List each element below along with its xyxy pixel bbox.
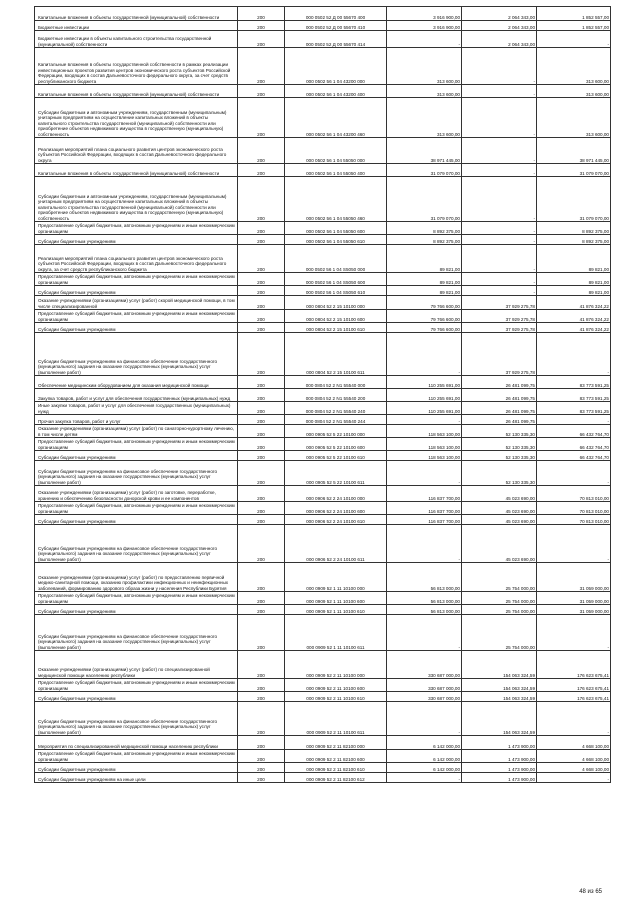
row-name-cell: Предоставление субсидий бюджетным, автономным учреждениям и иным некоммерческим организациям (35, 679, 238, 692)
row-executed-cell: 25 754 000,00 (462, 615, 537, 651)
row-name-cell: Прочая закупка товаров, работ и услуг (35, 415, 238, 425)
row-executed-cell: 154 063 324,59 (462, 679, 537, 692)
row-classification-code-cell: 000 0502 56 1 04 S5050 610 (285, 286, 387, 296)
row-classification-code-cell: 000 0502 52 Д 00 55670 414 (285, 31, 387, 48)
row-classification-code-cell: 000 0804 52 2 N1 55540 240 (285, 402, 387, 415)
row-approved-cell: 56 813 000,00 (387, 592, 462, 605)
row-approved-cell: 89 821,00 (387, 286, 462, 296)
row-approved-cell: 313 600,00 (387, 85, 462, 98)
row-unexecuted-cell: 70 813 010,00 (537, 486, 611, 502)
row-classification-code-cell: 000 0502 56 1 04 43200 000 (285, 48, 387, 85)
row-unexecuted-cell: 83 773 591,25 (537, 376, 611, 389)
table-row (35, 438, 611, 451)
row-executed-cell: - (462, 222, 537, 235)
row-approved-cell: - (387, 31, 462, 48)
row-admin-code-cell: 200 (238, 451, 285, 461)
row-unexecuted-cell: - (537, 702, 611, 736)
row-classification-code-cell: 000 0909 52 1 11 10100 610 (285, 605, 387, 615)
row-unexecuted-cell: 83 773 591,25 (537, 389, 611, 402)
row-admin-code-cell: 200 (238, 389, 285, 402)
table-row (35, 502, 611, 515)
budget-execution-table (34, 6, 611, 783)
row-classification-code-cell: 000 0905 52 5 22 10100 611 (285, 461, 387, 486)
row-admin-code-cell: 200 (238, 651, 285, 679)
row-unexecuted-cell: 70 813 010,00 (537, 515, 611, 525)
table-row (35, 515, 611, 525)
row-approved-cell: 56 813 000,00 (387, 605, 462, 615)
row-name-cell: Субсидии бюджетным учреждениям на финансовое обеспечение государственного (муниципального) задания на оказание государственных (муниципальных) услуг (выполнение работ) (35, 702, 238, 736)
row-admin-code-cell: 200 (238, 333, 285, 376)
row-classification-code-cell: 000 0804 52 2 N1 55540 200 (285, 389, 387, 402)
row-classification-code-cell: 000 0804 52 2 15 10100 000 (285, 296, 387, 310)
table-row (35, 525, 611, 563)
row-unexecuted-cell: 41 876 324,22 (537, 310, 611, 323)
row-name-cell: Бюджетные инвестиции (35, 21, 238, 31)
row-admin-code-cell: 200 (238, 7, 285, 21)
row-unexecuted-cell: 313 600,00 (537, 48, 611, 85)
table-row (35, 402, 611, 415)
row-classification-code-cell: 000 0804 52 2 N1 55540 000 (285, 376, 387, 389)
row-name-cell: Оказание учреждениями (организациями) услуг (работ) по предоставлению первичной медико-санитарной помощи, оказанию профилактики инфекционных и неинфекционных заболеваний, формированию здорового образа жизни у населения Республики Бурятия (35, 563, 238, 592)
row-name-cell: Предоставление субсидий бюджетным, автономным учреждениям и иным некоммерческим организациям (35, 502, 238, 515)
row-name-cell: Капитальные вложения в объекты государственной (муниципальной) собственности (35, 7, 238, 21)
row-executed-cell: 1 473 900,00 (462, 773, 537, 783)
table-row (35, 376, 611, 389)
row-classification-code-cell: 000 0909 52 2 11 82100 600 (285, 750, 387, 763)
row-executed-cell: 26 481 099,75 (462, 389, 537, 402)
row-executed-cell: 26 481 099,75 (462, 415, 537, 425)
row-unexecuted-cell: 41 876 324,22 (537, 296, 611, 310)
row-unexecuted-cell: 176 623 675,41 (537, 651, 611, 679)
row-approved-cell: 31 079 070,00 (387, 164, 462, 177)
row-classification-code-cell: 000 0502 56 1 04 55050 610 (285, 235, 387, 245)
table-row (35, 736, 611, 750)
row-unexecuted-cell: 4 668 100,00 (537, 736, 611, 750)
row-admin-code-cell: 200 (238, 273, 285, 286)
row-executed-cell: 52 130 335,30 (462, 438, 537, 451)
row-name-cell: Реализация мероприятий плана социального развития центров экономического роста субъектов Российской Федерации, входящих в состав Дальневосточного федерального округа, за счет средств республиканского бюджета (35, 245, 238, 273)
row-name-cell: Предоставление субсидий бюджетным, автономным учреждениям и иным некоммерческим организациям (35, 592, 238, 605)
row-unexecuted-cell: 89 821,00 (537, 245, 611, 273)
row-admin-code-cell: 200 (238, 286, 285, 296)
row-unexecuted-cell: 38 971 445,00 (537, 138, 611, 164)
row-admin-code-cell: 200 (238, 85, 285, 98)
row-approved-cell: 31 079 070,00 (387, 177, 462, 222)
row-name-cell: Предоставление субсидий бюджетным, автономным учреждениям и иным некоммерческим организациям (35, 438, 238, 451)
row-executed-cell: - (462, 98, 537, 138)
row-unexecuted-cell: 176 623 675,41 (537, 692, 611, 702)
row-classification-code-cell: 000 0502 56 1 04 43200 400 (285, 85, 387, 98)
row-unexecuted-cell: 8 892 375,00 (537, 235, 611, 245)
row-admin-code-cell: 200 (238, 21, 285, 31)
row-approved-cell: 116 837 700,00 (387, 515, 462, 525)
row-approved-cell: - (387, 461, 462, 486)
row-classification-code-cell: 000 0804 52 2 15 10100 600 (285, 310, 387, 323)
row-executed-cell: 154 063 324,59 (462, 651, 537, 679)
row-approved-cell: - (387, 525, 462, 563)
row-classification-code-cell: 000 0909 52 2 11 82100 612 (285, 773, 387, 783)
row-admin-code-cell: 200 (238, 98, 285, 138)
row-admin-code-cell: 200 (238, 763, 285, 773)
table-row (35, 389, 611, 402)
row-name-cell: Предоставление субсидий бюджетным, автономным учреждениям и иным некоммерческим организациям (35, 310, 238, 323)
row-approved-cell: - (387, 333, 462, 376)
row-approved-cell: 110 255 691,00 (387, 389, 462, 402)
row-classification-code-cell: 000 0502 56 1 04 55050 000 (285, 138, 387, 164)
row-admin-code-cell: 200 (238, 486, 285, 502)
row-admin-code-cell: 200 (238, 138, 285, 164)
row-name-cell: Субсидии бюджетным учреждениям на финансовое обеспечение государственного (муниципального) задания на оказание государственных (муниципальных) услуг (выполнение работ) (35, 333, 238, 376)
row-executed-cell: 45 023 690,00 (462, 525, 537, 563)
row-unexecuted-cell: 1 852 557,00 (537, 21, 611, 31)
row-name-cell: Капитальные вложения в объекты государственной (муниципальной) собственности (35, 85, 238, 98)
row-unexecuted-cell: 31 059 000,00 (537, 563, 611, 592)
row-admin-code-cell: 200 (238, 164, 285, 177)
table-row (35, 750, 611, 763)
table-row (35, 222, 611, 235)
row-admin-code-cell: 200 (238, 245, 285, 273)
row-unexecuted-cell: 70 813 010,00 (537, 502, 611, 515)
row-unexecuted-cell: 31 059 000,00 (537, 592, 611, 605)
row-executed-cell: 25 754 000,00 (462, 563, 537, 592)
row-executed-cell: 25 754 000,00 (462, 592, 537, 605)
table-row (35, 48, 611, 85)
row-classification-code-cell: 000 0804 52 2 15 10100 611 (285, 333, 387, 376)
row-approved-cell: 118 563 100,00 (387, 425, 462, 438)
row-executed-cell: 1 473 900,00 (462, 750, 537, 763)
row-classification-code-cell: 000 0502 56 1 04 55050 400 (285, 164, 387, 177)
row-unexecuted-cell: 31 059 000,00 (537, 605, 611, 615)
row-classification-code-cell: 000 0909 52 1 11 10100 000 (285, 563, 387, 592)
row-name-cell: Капитальные вложения в объекты государственной собственности в рамках реализации инвестиционных проектов развития центров экономического роста субъектов Российской Федерации, входящих в состав Дальневосточного федерального округа, за счет средств республиканского бюджета (35, 48, 238, 85)
row-name-cell: Обеспечение медицинским оборудованием для оказания медицинской помощи (35, 376, 238, 389)
row-executed-cell: 45 023 690,00 (462, 515, 537, 525)
row-admin-code-cell: 200 (238, 425, 285, 438)
row-name-cell: Субсидии бюджетным учреждениям (35, 451, 238, 461)
row-approved-cell: 118 563 100,00 (387, 451, 462, 461)
row-unexecuted-cell: 8 892 375,00 (537, 222, 611, 235)
row-executed-cell: 2 064 343,00 (462, 21, 537, 31)
row-classification-code-cell: 000 0502 56 1 04 55050 600 (285, 222, 387, 235)
table-row (35, 310, 611, 323)
row-unexecuted-cell: - (537, 333, 611, 376)
row-unexecuted-cell: 66 432 764,70 (537, 451, 611, 461)
row-executed-cell: 26 481 099,75 (462, 402, 537, 415)
row-approved-cell: 313 600,00 (387, 98, 462, 138)
table-row (35, 138, 611, 164)
row-classification-code-cell: 000 0906 52 2 24 10100 600 (285, 502, 387, 515)
row-admin-code-cell: 200 (238, 415, 285, 425)
row-approved-cell: 8 892 375,00 (387, 222, 462, 235)
row-approved-cell: 330 687 000,00 (387, 651, 462, 679)
table-row (35, 177, 611, 222)
table-row (35, 323, 611, 333)
row-executed-cell: 52 130 335,30 (462, 425, 537, 438)
row-name-cell: Оказание учреждениями (организациями) услуг (работ) скорой медицинской помощи, в том числе специализированной (35, 296, 238, 310)
table-row (35, 773, 611, 783)
row-admin-code-cell: 200 (238, 323, 285, 333)
row-name-cell: Субсидии бюджетным учреждениям (35, 235, 238, 245)
row-executed-cell: - (462, 138, 537, 164)
row-admin-code-cell: 200 (238, 461, 285, 486)
table-row (35, 425, 611, 438)
row-unexecuted-cell: 31 079 070,00 (537, 164, 611, 177)
table-row (35, 461, 611, 486)
row-name-cell: Субсидии бюджетным учреждениям на финансовое обеспечение государственного (муниципального) задания на оказание государственных (муниципальных) услуг (выполнение работ) (35, 615, 238, 651)
row-name-cell: Закупка товаров, работ и услуг для обеспечения государственных (муниципальных) нужд (35, 389, 238, 402)
row-admin-code-cell: 200 (238, 679, 285, 692)
report-table-container (34, 6, 610, 783)
row-approved-cell: 110 255 691,00 (387, 402, 462, 415)
table-row (35, 296, 611, 310)
table-row (35, 563, 611, 592)
row-approved-cell: 3 916 900,00 (387, 21, 462, 31)
row-admin-code-cell: 200 (238, 402, 285, 415)
row-approved-cell: 3 916 900,00 (387, 7, 462, 21)
row-name-cell: Субсидии бюджетным учреждениям на иные цели (35, 773, 238, 783)
row-approved-cell: 89 821,00 (387, 245, 462, 273)
row-admin-code-cell: 200 (238, 502, 285, 515)
row-classification-code-cell: 000 0909 52 2 11 10100 600 (285, 679, 387, 692)
row-executed-cell: - (462, 286, 537, 296)
row-admin-code-cell: 200 (238, 692, 285, 702)
row-executed-cell: 37 929 275,78 (462, 333, 537, 376)
table-row (35, 273, 611, 286)
row-approved-cell: 6 142 000,00 (387, 736, 462, 750)
row-admin-code-cell: 200 (238, 177, 285, 222)
row-name-cell: Субсидии бюджетным учреждениям (35, 605, 238, 615)
row-name-cell: Предоставление субсидий бюджетным, автономным учреждениям и иным некоммерческим организациям (35, 750, 238, 763)
row-approved-cell: 56 813 000,00 (387, 563, 462, 592)
row-executed-cell: 26 481 099,75 (462, 376, 537, 389)
row-approved-cell: 38 971 445,00 (387, 138, 462, 164)
table-row (35, 415, 611, 425)
row-classification-code-cell: 000 0502 56 1 04 55050 460 (285, 177, 387, 222)
row-executed-cell: 1 473 900,00 (462, 736, 537, 750)
table-row (35, 286, 611, 296)
row-executed-cell: - (462, 245, 537, 273)
row-unexecuted-cell: - (537, 461, 611, 486)
table-row (35, 333, 611, 376)
table-row (35, 451, 611, 461)
row-approved-cell: 110 255 691,00 (387, 376, 462, 389)
row-classification-code-cell: 000 0909 52 2 11 10100 000 (285, 651, 387, 679)
row-approved-cell: 6 142 000,00 (387, 750, 462, 763)
row-name-cell: Капитальные вложения в объекты государственной (муниципальной) собственности (35, 164, 238, 177)
row-approved-cell: 313 600,00 (387, 48, 462, 85)
row-classification-code-cell: 000 0502 52 Д 00 55670 410 (285, 21, 387, 31)
row-name-cell: Субсидии бюджетным и автономным учреждениям, государственным (муниципальным) унитарным предприятиям на осуществление капитальных вложений в объекты капитального строительства государственной (муниципальной) собственности или приобретение объектов недвижимого имущества в государственную (муниципальную) собственность (35, 177, 238, 222)
row-unexecuted-cell: - (537, 525, 611, 563)
row-unexecuted-cell: 313 600,00 (537, 85, 611, 98)
table-row (35, 763, 611, 773)
row-classification-code-cell: 000 0502 56 1 04 S5050 000 (285, 245, 387, 273)
table-row (35, 651, 611, 679)
row-classification-code-cell: 000 0909 52 2 11 10100 611 (285, 702, 387, 736)
row-executed-cell: 154 063 324,59 (462, 702, 537, 736)
row-name-cell: Субсидии бюджетным учреждениям (35, 515, 238, 525)
row-executed-cell: 45 023 690,00 (462, 486, 537, 502)
table-row (35, 7, 611, 21)
row-admin-code-cell: 200 (238, 615, 285, 651)
row-unexecuted-cell: 66 432 764,70 (537, 438, 611, 451)
table-row (35, 235, 611, 245)
row-approved-cell: - (387, 615, 462, 651)
row-executed-cell: - (462, 273, 537, 286)
row-unexecuted-cell: 313 600,00 (537, 98, 611, 138)
row-executed-cell: 37 929 275,78 (462, 296, 537, 310)
row-admin-code-cell: 200 (238, 736, 285, 750)
row-approved-cell: - (387, 702, 462, 736)
row-unexecuted-cell: 176 623 675,41 (537, 679, 611, 692)
row-name-cell: Реализация мероприятий плана социального развития центров экономического роста субъектов Российской Федерации, входящих в состав Дальневосточного федерального округа (35, 138, 238, 164)
row-classification-code-cell: 000 0909 52 1 11 10100 600 (285, 592, 387, 605)
row-name-cell: Оказание учреждениями (организациями) услуг (работ) по санаторно-курортному лечению, в том числе детям (35, 425, 238, 438)
row-unexecuted-cell: - (537, 31, 611, 48)
row-name-cell: Субсидии бюджетным учреждениям (35, 323, 238, 333)
row-admin-code-cell: 200 (238, 702, 285, 736)
row-admin-code-cell: 200 (238, 773, 285, 783)
row-approved-cell: 8 892 375,00 (387, 235, 462, 245)
row-classification-code-cell: 000 0906 52 2 24 10100 610 (285, 515, 387, 525)
row-executed-cell: 52 130 335,30 (462, 451, 537, 461)
row-name-cell: Мероприятия по специализированной медицинской помощи населению республики (35, 736, 238, 750)
row-approved-cell: 79 766 600,00 (387, 296, 462, 310)
row-unexecuted-cell: 31 079 070,00 (537, 177, 611, 222)
row-executed-cell: 2 064 343,00 (462, 31, 537, 48)
row-admin-code-cell: 200 (238, 525, 285, 563)
table-row (35, 615, 611, 651)
row-classification-code-cell: 000 0906 52 2 24 10100 611 (285, 525, 387, 563)
row-admin-code-cell: 200 (238, 750, 285, 763)
table-row (35, 592, 611, 605)
row-name-cell: Оказание учреждениями (организациями) услуг (работ) по специализированной медицинской помощи населению республики (35, 651, 238, 679)
row-admin-code-cell: 200 (238, 515, 285, 525)
row-classification-code-cell: 000 0905 52 5 22 10100 600 (285, 438, 387, 451)
row-admin-code-cell: 200 (238, 438, 285, 451)
row-admin-code-cell: 200 (238, 48, 285, 85)
row-name-cell: Иные закупки товаров, работ и услуг для обеспечения государственных (муниципальных) нужд (35, 402, 238, 415)
row-admin-code-cell: 200 (238, 376, 285, 389)
row-name-cell: Субсидии бюджетным учреждениям на финансовое обеспечение государственного (муниципального) задания на оказание государственных (муниципальных) услуг (выполнение работ) (35, 525, 238, 563)
table-row (35, 679, 611, 692)
row-executed-cell: 37 929 275,78 (462, 310, 537, 323)
row-classification-code-cell: 000 0909 52 2 11 10100 610 (285, 692, 387, 702)
page-number: 48 из 65 (579, 889, 602, 895)
row-classification-code-cell: 000 0909 52 1 11 10100 611 (285, 615, 387, 651)
row-executed-cell: 37 929 275,78 (462, 323, 537, 333)
table-row (35, 486, 611, 502)
row-name-cell: Предоставление субсидий бюджетным, автономным учреждениям и иным некоммерческим организациям (35, 273, 238, 286)
table-row (35, 31, 611, 48)
row-name-cell: Субсидии бюджетным учреждениям на финансовое обеспечение государственного (муниципального) задания на оказание государственных (муниципальных) услуг (выполнение работ) (35, 461, 238, 486)
table-row (35, 21, 611, 31)
row-unexecuted-cell: - (537, 415, 611, 425)
row-executed-cell: - (462, 85, 537, 98)
row-approved-cell: 116 837 700,00 (387, 502, 462, 515)
row-classification-code-cell: 000 0909 52 2 11 82100 000 (285, 736, 387, 750)
row-admin-code-cell: 200 (238, 31, 285, 48)
table-row (35, 605, 611, 615)
row-classification-code-cell: 000 0502 52 Д 00 55670 400 (285, 7, 387, 21)
row-admin-code-cell: 200 (238, 310, 285, 323)
table-row (35, 245, 611, 273)
row-admin-code-cell: 200 (238, 235, 285, 245)
row-unexecuted-cell: 66 432 764,70 (537, 425, 611, 438)
row-unexecuted-cell: 83 773 591,25 (537, 402, 611, 415)
row-executed-cell: 2 064 343,00 (462, 7, 537, 21)
row-approved-cell: 89 821,00 (387, 273, 462, 286)
table-row (35, 85, 611, 98)
row-unexecuted-cell: 1 852 557,00 (537, 7, 611, 21)
row-name-cell: Субсидии бюджетным учреждениям (35, 692, 238, 702)
row-classification-code-cell: 000 0502 56 1 04 43200 460 (285, 98, 387, 138)
row-approved-cell: 118 563 100,00 (387, 438, 462, 451)
row-unexecuted-cell: 89 821,00 (537, 273, 611, 286)
row-approved-cell: - (387, 415, 462, 425)
row-executed-cell: 52 130 335,30 (462, 461, 537, 486)
row-unexecuted-cell: - (537, 773, 611, 783)
row-approved-cell: 330 687 000,00 (387, 692, 462, 702)
row-name-cell: Оказание учреждениями (организациями) услуг (работ) по заготовке, переработке, хранению и обеспечению безопасности донорской крови и ее компонентов (35, 486, 238, 502)
row-classification-code-cell: 000 0804 52 2 15 10100 610 (285, 323, 387, 333)
row-approved-cell: 79 766 600,00 (387, 323, 462, 333)
row-approved-cell: 6 142 000,00 (387, 763, 462, 773)
row-classification-code-cell: 000 0804 52 2 N1 55540 244 (285, 415, 387, 425)
row-name-cell: Бюджетные инвестиции в объекты капитального строительства государственной (муниципальной) собственности (35, 31, 238, 48)
row-approved-cell: - (387, 773, 462, 783)
row-unexecuted-cell: 4 668 100,00 (537, 750, 611, 763)
table-row (35, 692, 611, 702)
row-name-cell: Предоставление субсидий бюджетным, автономным учреждениям и иным некоммерческим организациям (35, 222, 238, 235)
row-unexecuted-cell: 41 876 324,22 (537, 323, 611, 333)
row-executed-cell: 45 023 690,00 (462, 502, 537, 515)
row-admin-code-cell: 200 (238, 296, 285, 310)
row-approved-cell: 330 687 000,00 (387, 679, 462, 692)
row-unexecuted-cell: - (537, 615, 611, 651)
row-executed-cell: - (462, 177, 537, 222)
table-row (35, 702, 611, 736)
row-name-cell: Субсидии бюджетным учреждениям (35, 763, 238, 773)
row-approved-cell: 79 766 600,00 (387, 310, 462, 323)
table-row (35, 164, 611, 177)
row-admin-code-cell: 200 (238, 605, 285, 615)
row-executed-cell: - (462, 235, 537, 245)
table-row (35, 98, 611, 138)
row-name-cell: Субсидии бюджетным учреждениям (35, 286, 238, 296)
row-executed-cell: 25 754 000,00 (462, 605, 537, 615)
row-unexecuted-cell: 89 821,00 (537, 286, 611, 296)
row-executed-cell: 154 063 324,59 (462, 692, 537, 702)
row-classification-code-cell: 000 0502 56 1 04 S5050 600 (285, 273, 387, 286)
row-admin-code-cell: 200 (238, 222, 285, 235)
row-classification-code-cell: 000 0905 52 5 22 10100 000 (285, 425, 387, 438)
row-admin-code-cell: 200 (238, 563, 285, 592)
row-approved-cell: 116 837 700,00 (387, 486, 462, 502)
row-executed-cell: 1 473 900,00 (462, 763, 537, 773)
row-admin-code-cell: 200 (238, 592, 285, 605)
row-classification-code-cell: 000 0905 52 5 22 10100 610 (285, 451, 387, 461)
row-classification-code-cell: 000 0906 52 2 24 10100 000 (285, 486, 387, 502)
row-unexecuted-cell: 4 668 100,00 (537, 763, 611, 773)
row-classification-code-cell: 000 0909 52 2 11 82100 610 (285, 763, 387, 773)
row-executed-cell: - (462, 48, 537, 85)
row-executed-cell: - (462, 164, 537, 177)
row-name-cell: Субсидии бюджетным и автономным учреждениям, государственным (муниципальным) унитарным предприятиям на осуществление капитальных вложений в объекты капитального строительства государственной (муниципальной) собственности или приобретение объектов недвижимого имущества в государственную (муниципальную) собственность (35, 98, 238, 138)
